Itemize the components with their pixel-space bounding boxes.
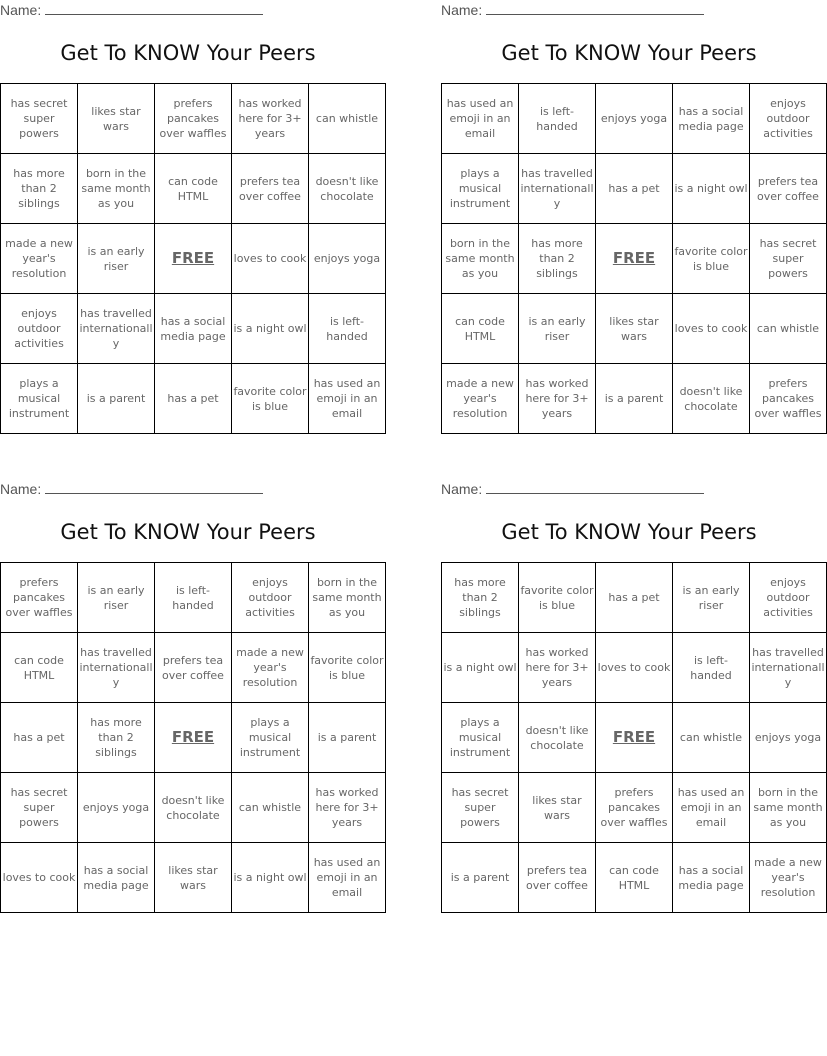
bingo-cell[interactable]: has worked here for 3+ years — [309, 773, 386, 843]
bingo-cell[interactable]: is left-handed — [155, 563, 232, 633]
name-blank-line[interactable] — [45, 2, 263, 15]
name-blank-line[interactable] — [486, 481, 704, 494]
free-space[interactable]: FREE — [155, 224, 232, 294]
bingo-row — [1, 703, 386, 773]
bingo-cell[interactable]: has a social media page — [155, 294, 232, 364]
bingo-row — [1, 224, 386, 294]
bingo-row — [1, 294, 386, 364]
bingo-cell[interactable]: is a night owl — [232, 294, 309, 364]
bingo-cell[interactable]: has used an emoji in an email — [442, 84, 519, 154]
bingo-row — [442, 294, 827, 364]
bingo-cell[interactable]: has secret super powers — [442, 773, 519, 843]
bingo-cell[interactable]: prefers tea over coffee — [232, 154, 309, 224]
bingo-cell[interactable]: can code HTML — [155, 154, 232, 224]
bingo-cell[interactable]: favorite color is blue — [673, 224, 750, 294]
bingo-cell[interactable]: has a social media page — [78, 843, 155, 913]
bingo-row — [442, 563, 827, 633]
bingo-cell[interactable]: enjoys outdoor activities — [232, 563, 309, 633]
bingo-cell[interactable]: doesn't like chocolate — [155, 773, 232, 843]
bingo-row — [1, 84, 386, 154]
bingo-cell[interactable]: prefers tea over coffee — [155, 633, 232, 703]
bingo-cell[interactable]: prefers pancakes over waffles — [596, 773, 673, 843]
bingo-cell[interactable]: loves to cook — [673, 294, 750, 364]
bingo-row — [442, 843, 827, 913]
bingo-cell[interactable]: favorite color is blue — [232, 364, 309, 434]
bingo-cell[interactable]: has a social media page — [673, 84, 750, 154]
bingo-cell[interactable]: likes star wars — [596, 294, 673, 364]
name-field[interactable] — [0, 481, 263, 497]
bingo-row — [1, 773, 386, 843]
bingo-cell[interactable]: has travelled internationally — [750, 633, 827, 703]
bingo-cell[interactable]: has secret super powers — [1, 773, 78, 843]
bingo-cell[interactable]: can whistle — [232, 773, 309, 843]
bingo-cell[interactable]: made a new year's resolution — [232, 633, 309, 703]
bingo-cell[interactable]: is an early riser — [673, 563, 750, 633]
bingo-cell[interactable]: plays a musical instrument — [442, 154, 519, 224]
bingo-cell[interactable]: born in the same month as you — [309, 563, 386, 633]
bingo-cell[interactable]: enjoys yoga — [596, 84, 673, 154]
bingo-cell[interactable]: is a parent — [78, 364, 155, 434]
bingo-cell[interactable]: has used an emoji in an email — [309, 364, 386, 434]
name-label: Name: — [441, 2, 483, 18]
name-label: Name: — [0, 481, 42, 497]
name-field[interactable] — [0, 2, 263, 18]
bingo-cell[interactable]: is a night owl — [442, 633, 519, 703]
bingo-cell[interactable]: made a new year's resolution — [1, 224, 78, 294]
bingo-row — [442, 703, 827, 773]
card-title: Get To KNOW Your Peers — [60, 41, 316, 65]
bingo-cell[interactable]: plays a musical instrument — [1, 364, 78, 434]
bingo-grid — [0, 562, 386, 913]
bingo-cell[interactable]: is an early riser — [519, 294, 596, 364]
bingo-cell[interactable]: can whistle — [673, 703, 750, 773]
bingo-row — [442, 154, 827, 224]
bingo-cell[interactable]: plays a musical instrument — [232, 703, 309, 773]
bingo-cell[interactable]: is left-handed — [673, 633, 750, 703]
bingo-row — [1, 563, 386, 633]
bingo-cell[interactable]: born in the same month as you — [750, 773, 827, 843]
bingo-cell[interactable]: doesn't like chocolate — [673, 364, 750, 434]
bingo-cell[interactable]: has worked here for 3+ years — [519, 364, 596, 434]
bingo-cell[interactable]: enjoys outdoor activities — [750, 84, 827, 154]
bingo-cell[interactable]: has a pet — [596, 563, 673, 633]
bingo-row — [442, 224, 827, 294]
bingo-cell[interactable]: is a parent — [596, 364, 673, 434]
bingo-cell[interactable]: prefers tea over coffee — [750, 154, 827, 224]
bingo-cell[interactable]: has worked here for 3+ years — [519, 633, 596, 703]
bingo-cell[interactable]: prefers pancakes over waffles — [1, 563, 78, 633]
bingo-cell[interactable]: can code HTML — [1, 633, 78, 703]
name-blank-line[interactable] — [486, 2, 704, 15]
bingo-cell[interactable]: likes star wars — [78, 84, 155, 154]
bingo-grid — [441, 83, 827, 434]
bingo-cell[interactable]: enjoys outdoor activities — [750, 563, 827, 633]
bingo-cell[interactable]: likes star wars — [519, 773, 596, 843]
bingo-cell[interactable]: born in the same month as you — [442, 224, 519, 294]
bingo-cell[interactable]: doesn't like chocolate — [519, 703, 596, 773]
bingo-cell[interactable]: born in the same month as you — [78, 154, 155, 224]
bingo-cell[interactable]: can code HTML — [442, 294, 519, 364]
bingo-cell[interactable]: has more than 2 siblings — [78, 703, 155, 773]
bingo-cell[interactable]: is a night owl — [232, 843, 309, 913]
name-field[interactable] — [441, 481, 704, 497]
card-title: Get To KNOW Your Peers — [60, 520, 316, 544]
bingo-cell[interactable]: has secret super powers — [1, 84, 78, 154]
bingo-cell[interactable]: likes star wars — [155, 843, 232, 913]
bingo-cell[interactable]: plays a musical instrument — [442, 703, 519, 773]
bingo-cell[interactable]: has travelled internationally — [78, 633, 155, 703]
bingo-cell[interactable]: made a new year's resolution — [442, 364, 519, 434]
bingo-cell[interactable]: has travelled internationally — [519, 154, 596, 224]
name-label: Name: — [0, 2, 42, 18]
bingo-cell[interactable]: enjoys outdoor activities — [1, 294, 78, 364]
bingo-cell[interactable]: has a social media page — [673, 843, 750, 913]
bingo-row — [1, 633, 386, 703]
bingo-cell[interactable]: has a pet — [1, 703, 78, 773]
bingo-cell[interactable]: has more than 2 siblings — [1, 154, 78, 224]
bingo-cell[interactable]: has more than 2 siblings — [442, 563, 519, 633]
bingo-cell[interactable]: can whistle — [309, 84, 386, 154]
bingo-row — [442, 364, 827, 434]
bingo-cell[interactable]: loves to cook — [232, 224, 309, 294]
bingo-cell[interactable]: enjoys yoga — [309, 224, 386, 294]
bingo-cell[interactable]: is a parent — [309, 703, 386, 773]
bingo-cell[interactable]: can whistle — [750, 294, 827, 364]
bingo-cell[interactable]: is a night owl — [673, 154, 750, 224]
bingo-cell[interactable]: enjoys yoga — [750, 703, 827, 773]
bingo-cell[interactable]: favorite color is blue — [519, 563, 596, 633]
bingo-cell[interactable]: prefers tea over coffee — [519, 843, 596, 913]
bingo-row — [442, 84, 827, 154]
bingo-row — [442, 633, 827, 703]
name-blank-line[interactable] — [45, 481, 263, 494]
bingo-cell[interactable]: is an early riser — [78, 224, 155, 294]
bingo-cell[interactable]: can code HTML — [596, 843, 673, 913]
bingo-cell[interactable]: has used an emoji in an email — [673, 773, 750, 843]
bingo-cell[interactable]: doesn't like chocolate — [309, 154, 386, 224]
bingo-cell[interactable]: enjoys yoga — [78, 773, 155, 843]
bingo-cell[interactable]: has secret super powers — [750, 224, 827, 294]
bingo-row — [1, 154, 386, 224]
bingo-row — [1, 843, 386, 913]
bingo-cell[interactable]: made a new year's resolution — [750, 843, 827, 913]
bingo-cell[interactable]: is left-handed — [519, 84, 596, 154]
bingo-row — [1, 364, 386, 434]
bingo-cell[interactable]: has a pet — [155, 364, 232, 434]
bingo-cell[interactable]: has worked here for 3+ years — [232, 84, 309, 154]
bingo-cell[interactable]: favorite color is blue — [309, 633, 386, 703]
bingo-cell[interactable]: has travelled internationally — [78, 294, 155, 364]
free-space[interactable]: FREE — [596, 224, 673, 294]
name-field[interactable] — [441, 2, 704, 18]
card-title: Get To KNOW Your Peers — [501, 520, 757, 544]
bingo-cell[interactable]: loves to cook — [596, 633, 673, 703]
bingo-grid — [0, 83, 386, 434]
bingo-row — [442, 773, 827, 843]
bingo-cell[interactable]: has more than 2 siblings — [519, 224, 596, 294]
bingo-cell[interactable]: has a pet — [596, 154, 673, 224]
bingo-cell[interactable]: is an early riser — [78, 563, 155, 633]
card-title: Get To KNOW Your Peers — [501, 41, 757, 65]
free-space[interactable]: FREE — [155, 703, 232, 773]
bingo-cell[interactable]: is left-handed — [309, 294, 386, 364]
name-label: Name: — [441, 481, 483, 497]
bingo-cell[interactable]: is a parent — [442, 843, 519, 913]
bingo-grid — [441, 562, 827, 913]
free-space[interactable]: FREE — [596, 703, 673, 773]
bingo-cell[interactable]: has used an emoji in an email — [309, 843, 386, 913]
bingo-cell[interactable]: prefers pancakes over waffles — [155, 84, 232, 154]
bingo-cell[interactable]: prefers pancakes over waffles — [750, 364, 827, 434]
bingo-cell[interactable]: loves to cook — [1, 843, 78, 913]
